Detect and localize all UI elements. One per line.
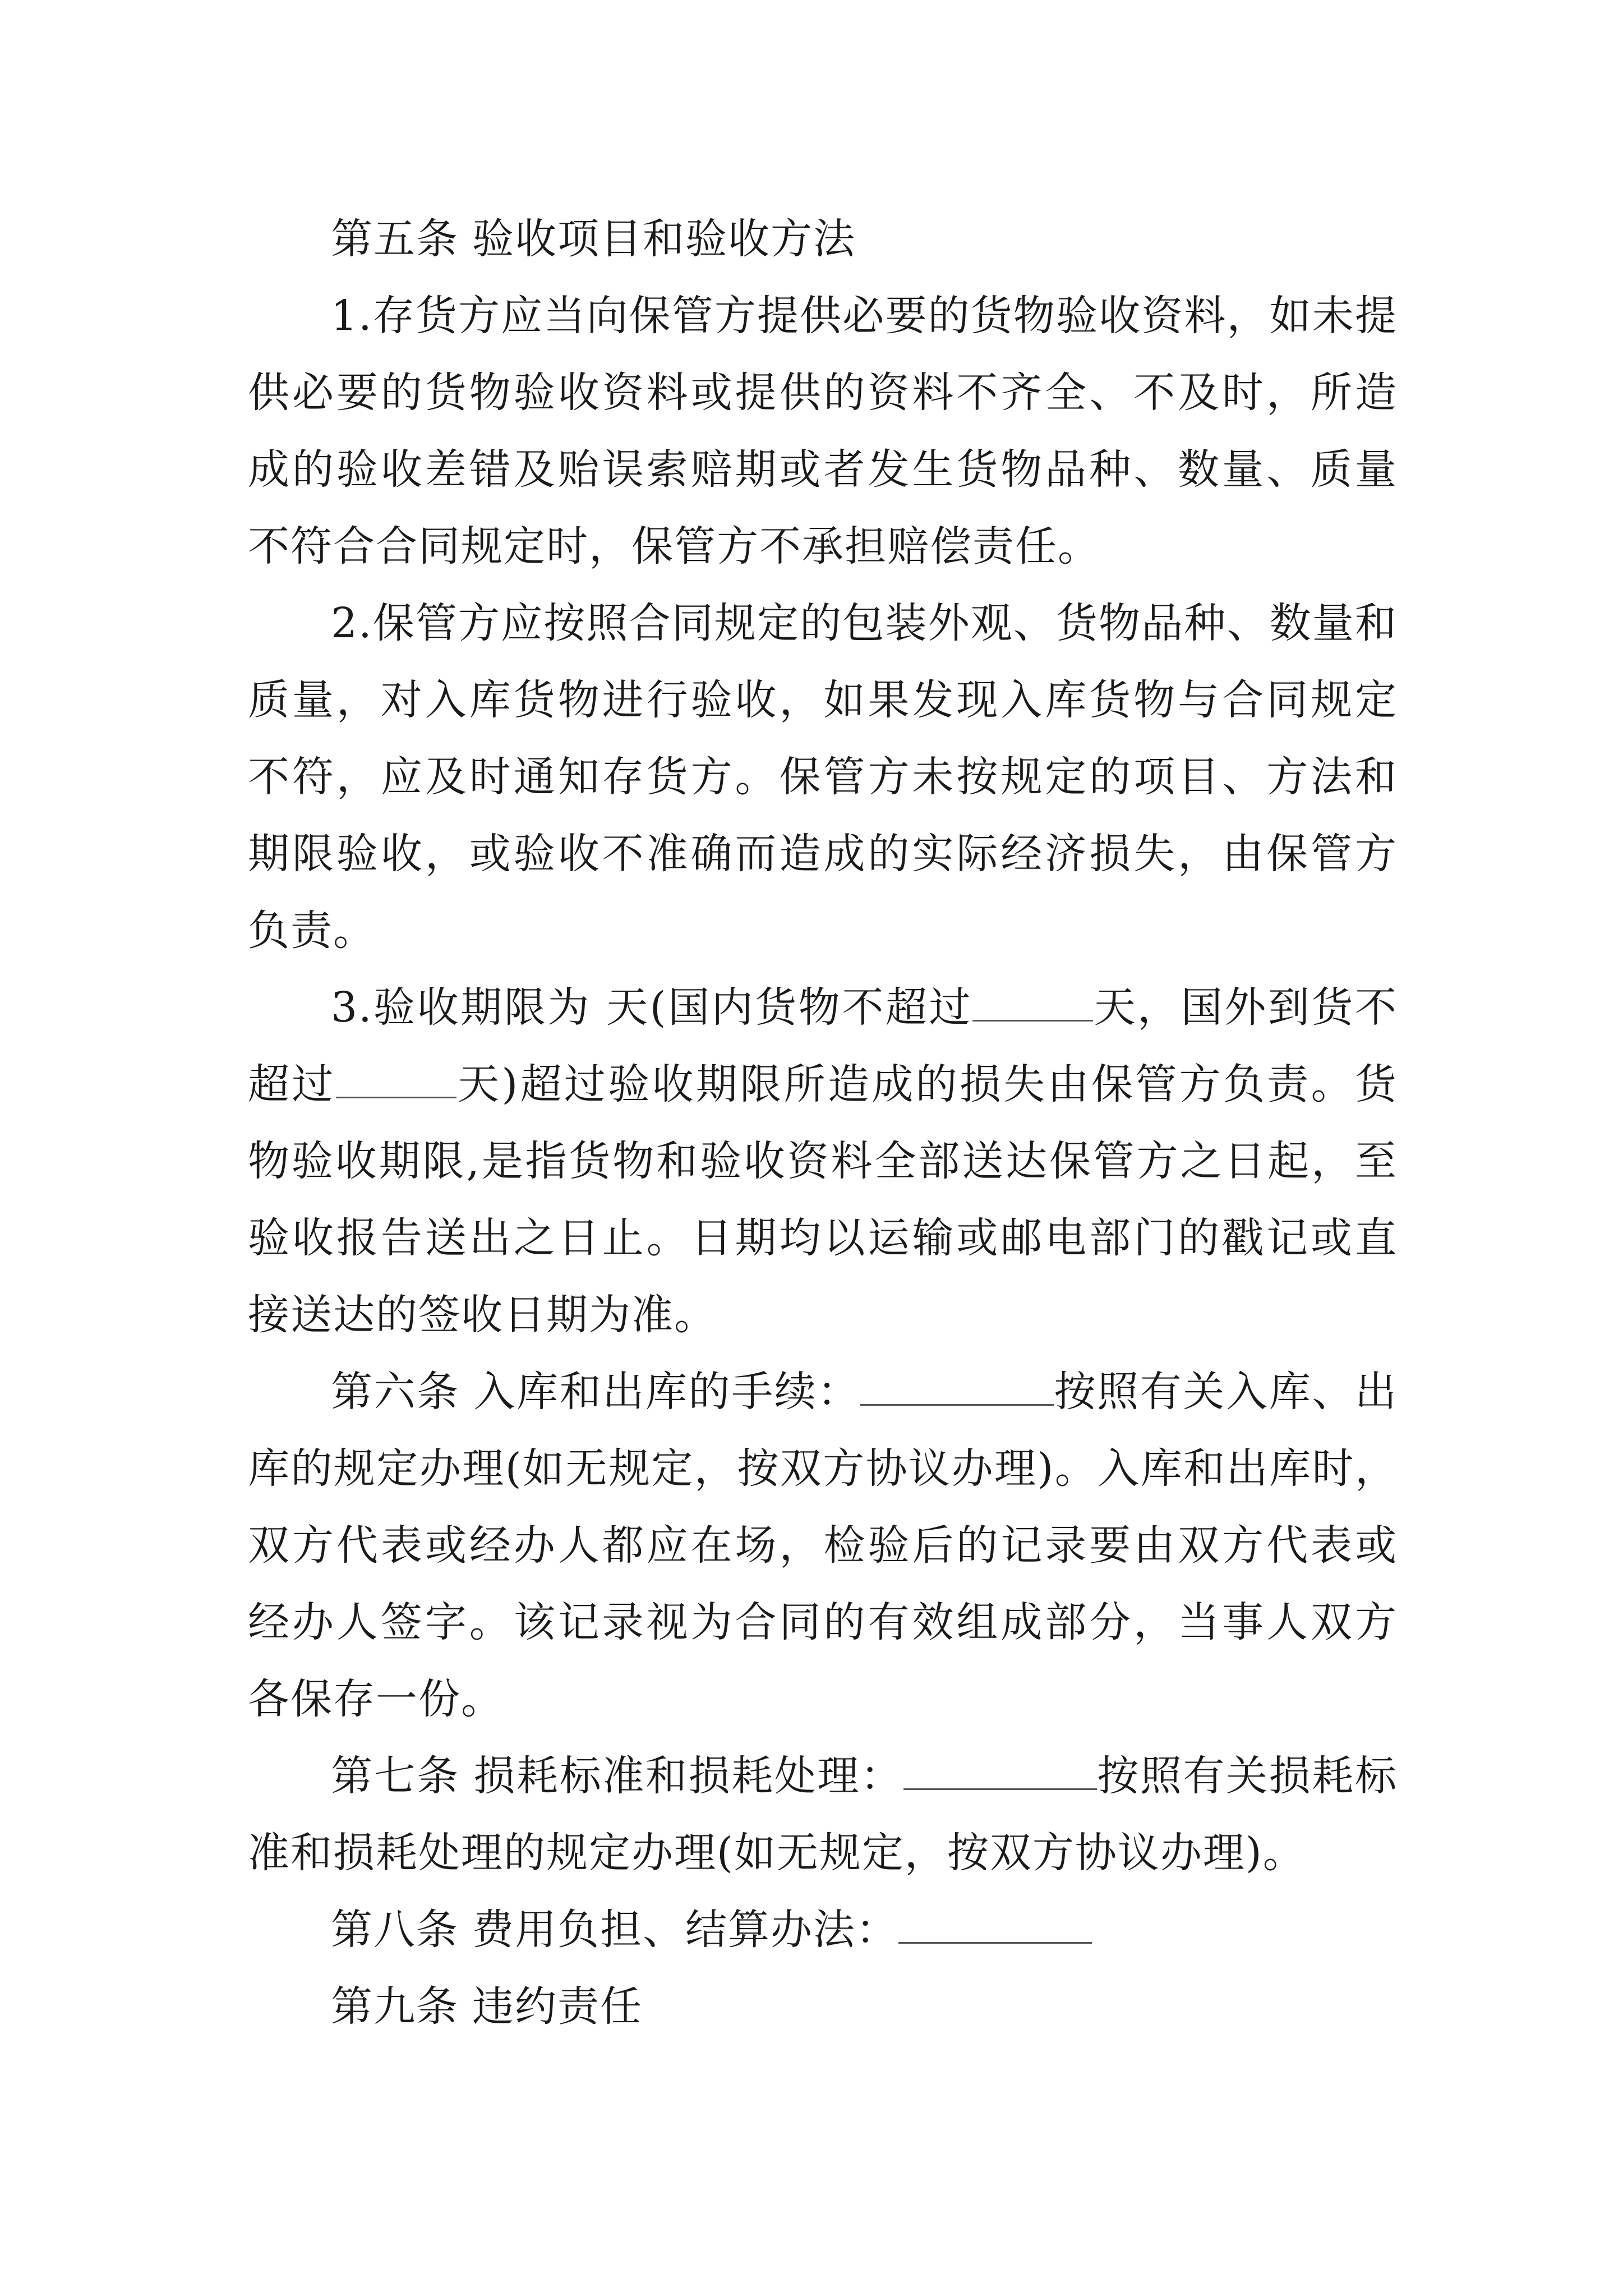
article-6-text-b: 按照有关入库、出库的规定办理(如无规定，按双方协议办理)。入库和出库时，双方代表或经办人都应在场，检验后的记录要由双方代表或经办人签字。该记录视为合同的有效组成部分，当事人双方各保存一份。	[248, 1368, 1398, 1723]
article-5-heading	[248, 201, 1398, 278]
blank-domestic-days[interactable]	[972, 982, 1093, 1022]
article-title: 验收项目和验收方法	[472, 215, 856, 263]
article-9-text-a: 违约责任	[472, 1982, 643, 2031]
article-number: 第五条	[331, 215, 459, 263]
article-number: 第九条	[331, 1982, 459, 2031]
article-6	[248, 1354, 1398, 1738]
article-7-text-a: 损耗标准和损耗处理：	[473, 1752, 903, 1800]
article-9	[248, 1968, 1398, 2045]
article-number: 第八条	[331, 1906, 459, 1954]
item-3-text-b: 天，国外到货不超过	[248, 983, 1398, 1108]
article-8-text-a: 费用负担、结算办法：	[472, 1906, 898, 1954]
article-number: 第六条	[331, 1368, 460, 1416]
article-8	[248, 1892, 1398, 1968]
article-6-text-a: 入库和出库的手续：	[473, 1368, 861, 1416]
article-7	[248, 1738, 1398, 1892]
blank-foreign-days[interactable]	[336, 1059, 457, 1098]
article-5-item-1: 1.存货方应当向保管方提供必要的货物验收资料，如未提供必要的货物验收资料或提供的资料不齐全、不及时，所造成的验收差错及贻误索赔期或者发生货物品种、数量、质量不符合合同规定时，保管方不承担赔偿责任。	[248, 292, 1398, 570]
blank-loss-standard[interactable]	[903, 1751, 1097, 1790]
article-number: 第七条	[331, 1752, 460, 1800]
article-7-text-b: 按照有关损耗标准和损耗处理的规定办理(如无规定，按双方协议办理)。	[248, 1752, 1398, 1877]
item-3-text-a: 3.验收期限为 天(国内货物不超过	[331, 983, 973, 1032]
blank-entry-exit[interactable]	[860, 1366, 1054, 1406]
article-5-item-2: 2.保管方应按照合同规定的包装外观、货物品种、数量和质量，对入库货物进行验收，如果发现入库货物与合同规定不符，应及时通知存货方。保管方未按规定的项目、方法和期限验收，或验收不准确而造成的实际经济损失，由保管方负责。	[248, 599, 1398, 955]
document-body	[248, 201, 1398, 2045]
item-3-text-c: 天)超过验收期限所造成的损失由保管方负责。货物验收期限,是指货物和验收资料全部送达保管方之日起，至验收报告送出之日止。日期均以运输或邮电部门的戳记或直接送达的签收日期为准。	[248, 1060, 1398, 1339]
blank-fee-settlement[interactable]	[898, 1904, 1092, 1944]
article-5-item-3	[248, 969, 1398, 1354]
